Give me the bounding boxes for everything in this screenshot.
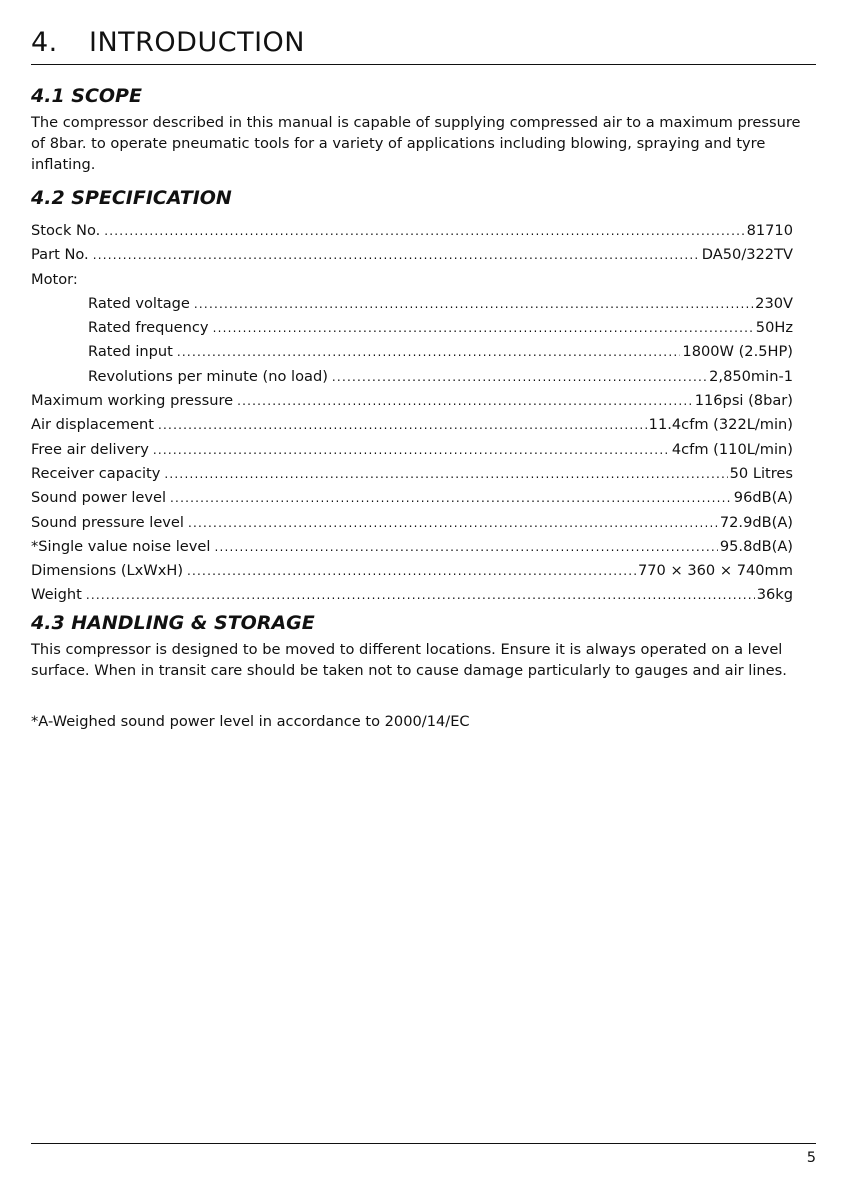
- spec-label: Dimensions (LxWxH): [31, 562, 184, 580]
- spec-row-stock-no: [31, 219, 793, 243]
- chapter-title: [31, 27, 305, 58]
- dot-leader: [213, 316, 754, 340]
- spec-label: Motor:: [31, 270, 78, 288]
- spec-value: 2,850min-1: [709, 367, 793, 385]
- spec-row-weight: [31, 583, 793, 607]
- spec-value: 4cfm (110L/min): [671, 440, 793, 458]
- spec-value: 1800W (2.5HP): [682, 343, 793, 361]
- dot-leader: [237, 389, 693, 413]
- spec-label: Receiver capacity: [31, 464, 161, 482]
- spec-value: DA50/322TV: [701, 246, 793, 264]
- spec-row-receiver-capacity: [31, 462, 793, 486]
- spec-label: Free air delivery: [31, 440, 149, 458]
- scope-heading: 4.1 SCOPE: [31, 85, 142, 107]
- spec-label: Air displacement: [31, 416, 155, 434]
- page-number: 5: [806, 1149, 816, 1166]
- dot-leader: [170, 486, 732, 510]
- dot-leader: [332, 365, 707, 389]
- spec-row-rated-frequency: [31, 316, 793, 340]
- dot-leader: [86, 583, 755, 607]
- spec-value: 96dB(A): [733, 489, 793, 507]
- dot-leader: [177, 340, 681, 364]
- spec-row-air-displacement: [31, 413, 793, 437]
- spec-value: 770 × 360 × 740mm: [637, 562, 793, 580]
- dot-leader: [104, 219, 744, 243]
- spec-label: Rated frequency: [88, 319, 209, 337]
- dot-leader: [214, 535, 717, 559]
- spec-value: 50 Litres: [729, 464, 793, 482]
- spec-row-part-no: [31, 243, 793, 267]
- spec-label: Maximum working pressure: [31, 392, 234, 410]
- spec-row-motor: [31, 268, 793, 292]
- spec-label: Weight: [31, 586, 82, 604]
- dot-leader: [194, 292, 753, 316]
- spec-row-rated-input: [31, 340, 793, 364]
- spec-row-sound-pressure: [31, 511, 793, 535]
- spec-row-free-air-delivery: [31, 438, 793, 462]
- spec-label: Sound pressure level: [31, 513, 184, 531]
- spec-label: *Single value noise level: [31, 537, 211, 555]
- dot-leader: [188, 511, 718, 535]
- spec-value: 72.9dB(A): [719, 513, 793, 531]
- chapter-number: 4.: [31, 27, 58, 58]
- spec-value: 11.4cfm (322L/min): [648, 416, 793, 434]
- spec-row-dimensions: [31, 559, 793, 583]
- spec-label: Stock No.: [31, 222, 101, 239]
- dot-leader: [164, 462, 727, 486]
- spec-label: Revolutions per minute (no load): [88, 367, 328, 385]
- spec-row-revolutions: [31, 365, 793, 389]
- spec-row-max-pressure: [31, 389, 793, 413]
- spec-row-sound-power: [31, 486, 793, 510]
- spec-value: 81710: [746, 222, 793, 239]
- scope-text: The compressor described in this manual is capable of supplying compressed air to a maximum pressure of 8bar. to operate pneumatic tools for a variety of applications including blowing, spraying and tyre inflating.: [31, 114, 801, 173]
- spec-label: Sound power level: [31, 489, 167, 507]
- handling-heading: 4.3 HANDLING & STORAGE: [31, 612, 315, 634]
- spec-value: 230V: [755, 294, 793, 312]
- spec-row-rated-voltage: [31, 292, 793, 316]
- spec-label: Rated input: [88, 343, 173, 361]
- spec-value: 36kg: [756, 586, 793, 604]
- footer-divider: [31, 1143, 816, 1144]
- handling-text: This compressor is designed to be moved to different locations. Ensure it is always operated on a level surface. When in transit care should be taken not to cause damage particularly to gauges and air lines.: [31, 641, 787, 679]
- dot-leader: [158, 413, 647, 437]
- specification-heading: 4.2 SPECIFICATION: [31, 187, 232, 209]
- dot-leader: [187, 559, 636, 583]
- spec-value: 50Hz: [755, 319, 793, 337]
- spec-value: 116psi (8bar): [694, 392, 793, 410]
- footnote: *A-Weighed sound power level in accordance to 2000/14/EC: [31, 713, 470, 730]
- spec-row-single-value-noise: [31, 535, 793, 559]
- manual-page: [31, 0, 816, 1192]
- dot-leader: [153, 438, 670, 462]
- dot-leader: [93, 243, 700, 267]
- title-divider: [31, 64, 816, 65]
- specification-table: [31, 219, 793, 608]
- chapter-title-text: INTRODUCTION: [89, 27, 305, 58]
- spec-label: Rated voltage: [88, 294, 190, 312]
- spec-value: 95.8dB(A): [719, 537, 793, 555]
- spec-label: Part No.: [31, 246, 89, 264]
